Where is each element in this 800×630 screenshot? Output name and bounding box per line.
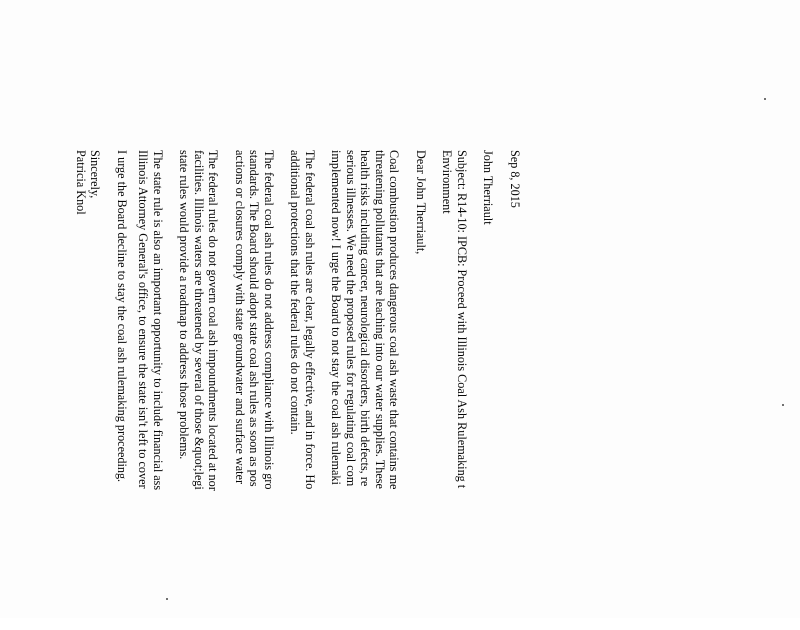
para4-line: state rules would provide a roadmap to address those problems.	[177, 150, 192, 460]
para3-line: actions or closures comply with state groundwater and surface water	[233, 150, 247, 485]
letter-date: Sep 8, 2015	[508, 150, 522, 208]
para5-line: The state rule is also an important opportunity to include financial ass	[151, 150, 165, 491]
para1-line: health risks including cancer, neurological disorders, birth defects, re	[358, 150, 373, 487]
signoff: Sincerely,	[88, 150, 103, 199]
para1-line: Coal combustion produces dangerous coal ash waste that contains me	[387, 150, 402, 490]
letter-salutation: Dear John Therriault,	[414, 150, 428, 255]
para5-line: Illinois Attorney General's office, to ensure the state isn't left to cover	[136, 150, 151, 489]
para2-line: additional protections that the federal rules do not contain.	[288, 150, 303, 435]
scan-speck	[166, 598, 168, 600]
letter-body	[74, 150, 523, 630]
para1-line: implemented now! I urge the Board to not stay the coal ash rulemaki	[329, 150, 344, 485]
closing-line: I urge the Board decline to stay the coal ash rulemaking proceeding.	[115, 150, 129, 483]
para4-line: facilities. Illinois waters are threatened by several of those &quot;legi	[192, 150, 206, 490]
signer-name: Patricia Knol	[74, 150, 88, 215]
para2-line: The federal coal ash rules are clear, legally effective, and in force. Ho	[303, 150, 317, 490]
scan-speck	[782, 404, 784, 406]
letter-subject-line-2: Environment	[440, 150, 455, 214]
para1-line: threatening pollutants that are leaching into our water supplies. These	[373, 150, 387, 489]
scan-speck	[764, 98, 766, 100]
para3-line: The federal coal ash rules do not address compliance with Illinois gro	[262, 150, 276, 490]
para4-line: The federal rules do not govern coal ash impoundments located at nor	[206, 150, 221, 491]
letter-viewport	[74, 150, 522, 620]
para1-line: serious illnesses. We need the proposed rules for regulating coal com	[344, 150, 358, 487]
letter-subject-line-1: Subject: R14-10: IPCB: Proceed with Illinois Coal Ash Rulemaking t	[455, 150, 469, 489]
letter-recipient: John Therriault	[481, 150, 496, 225]
para3-line: standards. The Board should adopt state coal ash rules as soon as pos	[247, 150, 262, 487]
